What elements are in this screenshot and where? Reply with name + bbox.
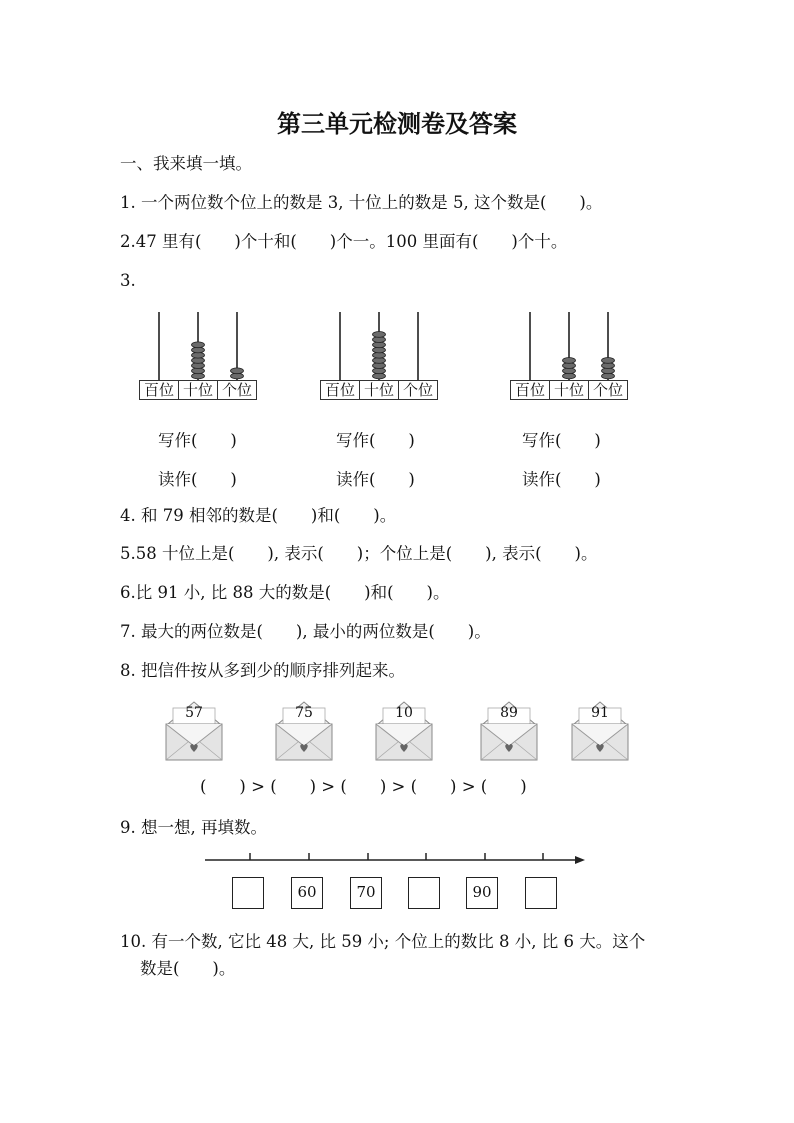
abacus-1: [139, 310, 257, 402]
envelope: [164, 700, 224, 762]
question-10-line-2: 数是( )。: [140, 959, 236, 978]
label-tens: 十位: [178, 381, 217, 399]
question-3-label: 3.: [120, 271, 136, 290]
label-tens: 十位: [549, 381, 588, 399]
envelope-number: 91: [591, 705, 609, 721]
abacus-bead: [373, 332, 386, 338]
label-ones: 个位: [398, 381, 437, 399]
question-8: 8. 把信件按从多到少的顺序排列起来。: [120, 661, 405, 680]
envelope-number: 75: [295, 705, 313, 721]
label-hundreds: 百位: [143, 381, 174, 399]
envelope-number: 10: [395, 705, 413, 721]
read-blank-2: 读作( ): [336, 470, 415, 489]
abacus-bead: [231, 368, 244, 374]
question-1: 1. 一个两位数个位上的数是 3, 十位上的数是 5, 这个数是( )。: [120, 193, 603, 212]
question-4: 4. 和 79 相邻的数是( )和( )。: [120, 506, 397, 525]
envelope: [274, 700, 334, 762]
section-heading: 一、我来填一填。: [120, 154, 252, 173]
read-blank-3: 读作( ): [522, 470, 601, 489]
place-value-labels: [320, 380, 438, 400]
envelope-number: 57: [185, 705, 203, 721]
label-hundreds: 百位: [514, 381, 545, 399]
label-hundreds: 百位: [324, 381, 355, 399]
place-value-labels: [510, 380, 628, 400]
write-blank-1: 写作( ): [158, 431, 237, 450]
abacus-rods: [139, 310, 257, 382]
label-ones: 个位: [588, 381, 627, 399]
comparison-blanks: ( ) > ( ) > ( ) > ( ) > ( ): [200, 777, 527, 796]
abacus-bead: [563, 358, 576, 364]
page-title: 第三单元检测卷及答案: [277, 110, 517, 138]
question-6: 6.比 91 小, 比 88 大的数是( )和( )。: [120, 583, 450, 602]
envelope: [479, 700, 539, 762]
question-10-line-1: 10. 有一个数, 它比 48 大, 比 59 小; 个位上的数比 8 小, 比 6 大。这个: [120, 932, 646, 951]
number-box: [232, 877, 264, 909]
question-2: 2.47 里有( )个十和( )个一。100 里面有( )个十。: [120, 232, 568, 251]
abacus-rods: [320, 310, 438, 382]
place-value-labels: [139, 380, 257, 400]
number-line: [205, 850, 590, 870]
envelope: [570, 700, 630, 762]
label-tens: 十位: [359, 381, 398, 399]
label-ones: 个位: [217, 381, 256, 399]
number-box: [525, 877, 557, 909]
abacus-3: [510, 310, 628, 402]
number-box: 60: [291, 877, 323, 909]
question-7: 7. 最大的两位数是( ), 最小的两位数是( )。: [120, 622, 491, 641]
number-box: [408, 877, 440, 909]
envelope-number: 89: [500, 705, 518, 721]
write-blank-3: 写作( ): [522, 431, 601, 450]
number-box: 70: [350, 877, 382, 909]
abacus-2: [320, 310, 438, 402]
question-5: 5.58 十位上是( ), 表示( )；个位上是( ), 表示( )。: [120, 544, 598, 563]
number-box: 90: [466, 877, 498, 909]
abacus-bead: [602, 358, 615, 364]
write-blank-2: 写作( ): [336, 431, 415, 450]
abacus-rods: [510, 310, 628, 382]
arrow-icon: [575, 856, 585, 864]
read-blank-1: 读作( ): [158, 470, 237, 489]
envelope: [374, 700, 434, 762]
question-9: 9. 想一想, 再填数。: [120, 818, 267, 837]
abacus-bead: [192, 342, 205, 348]
